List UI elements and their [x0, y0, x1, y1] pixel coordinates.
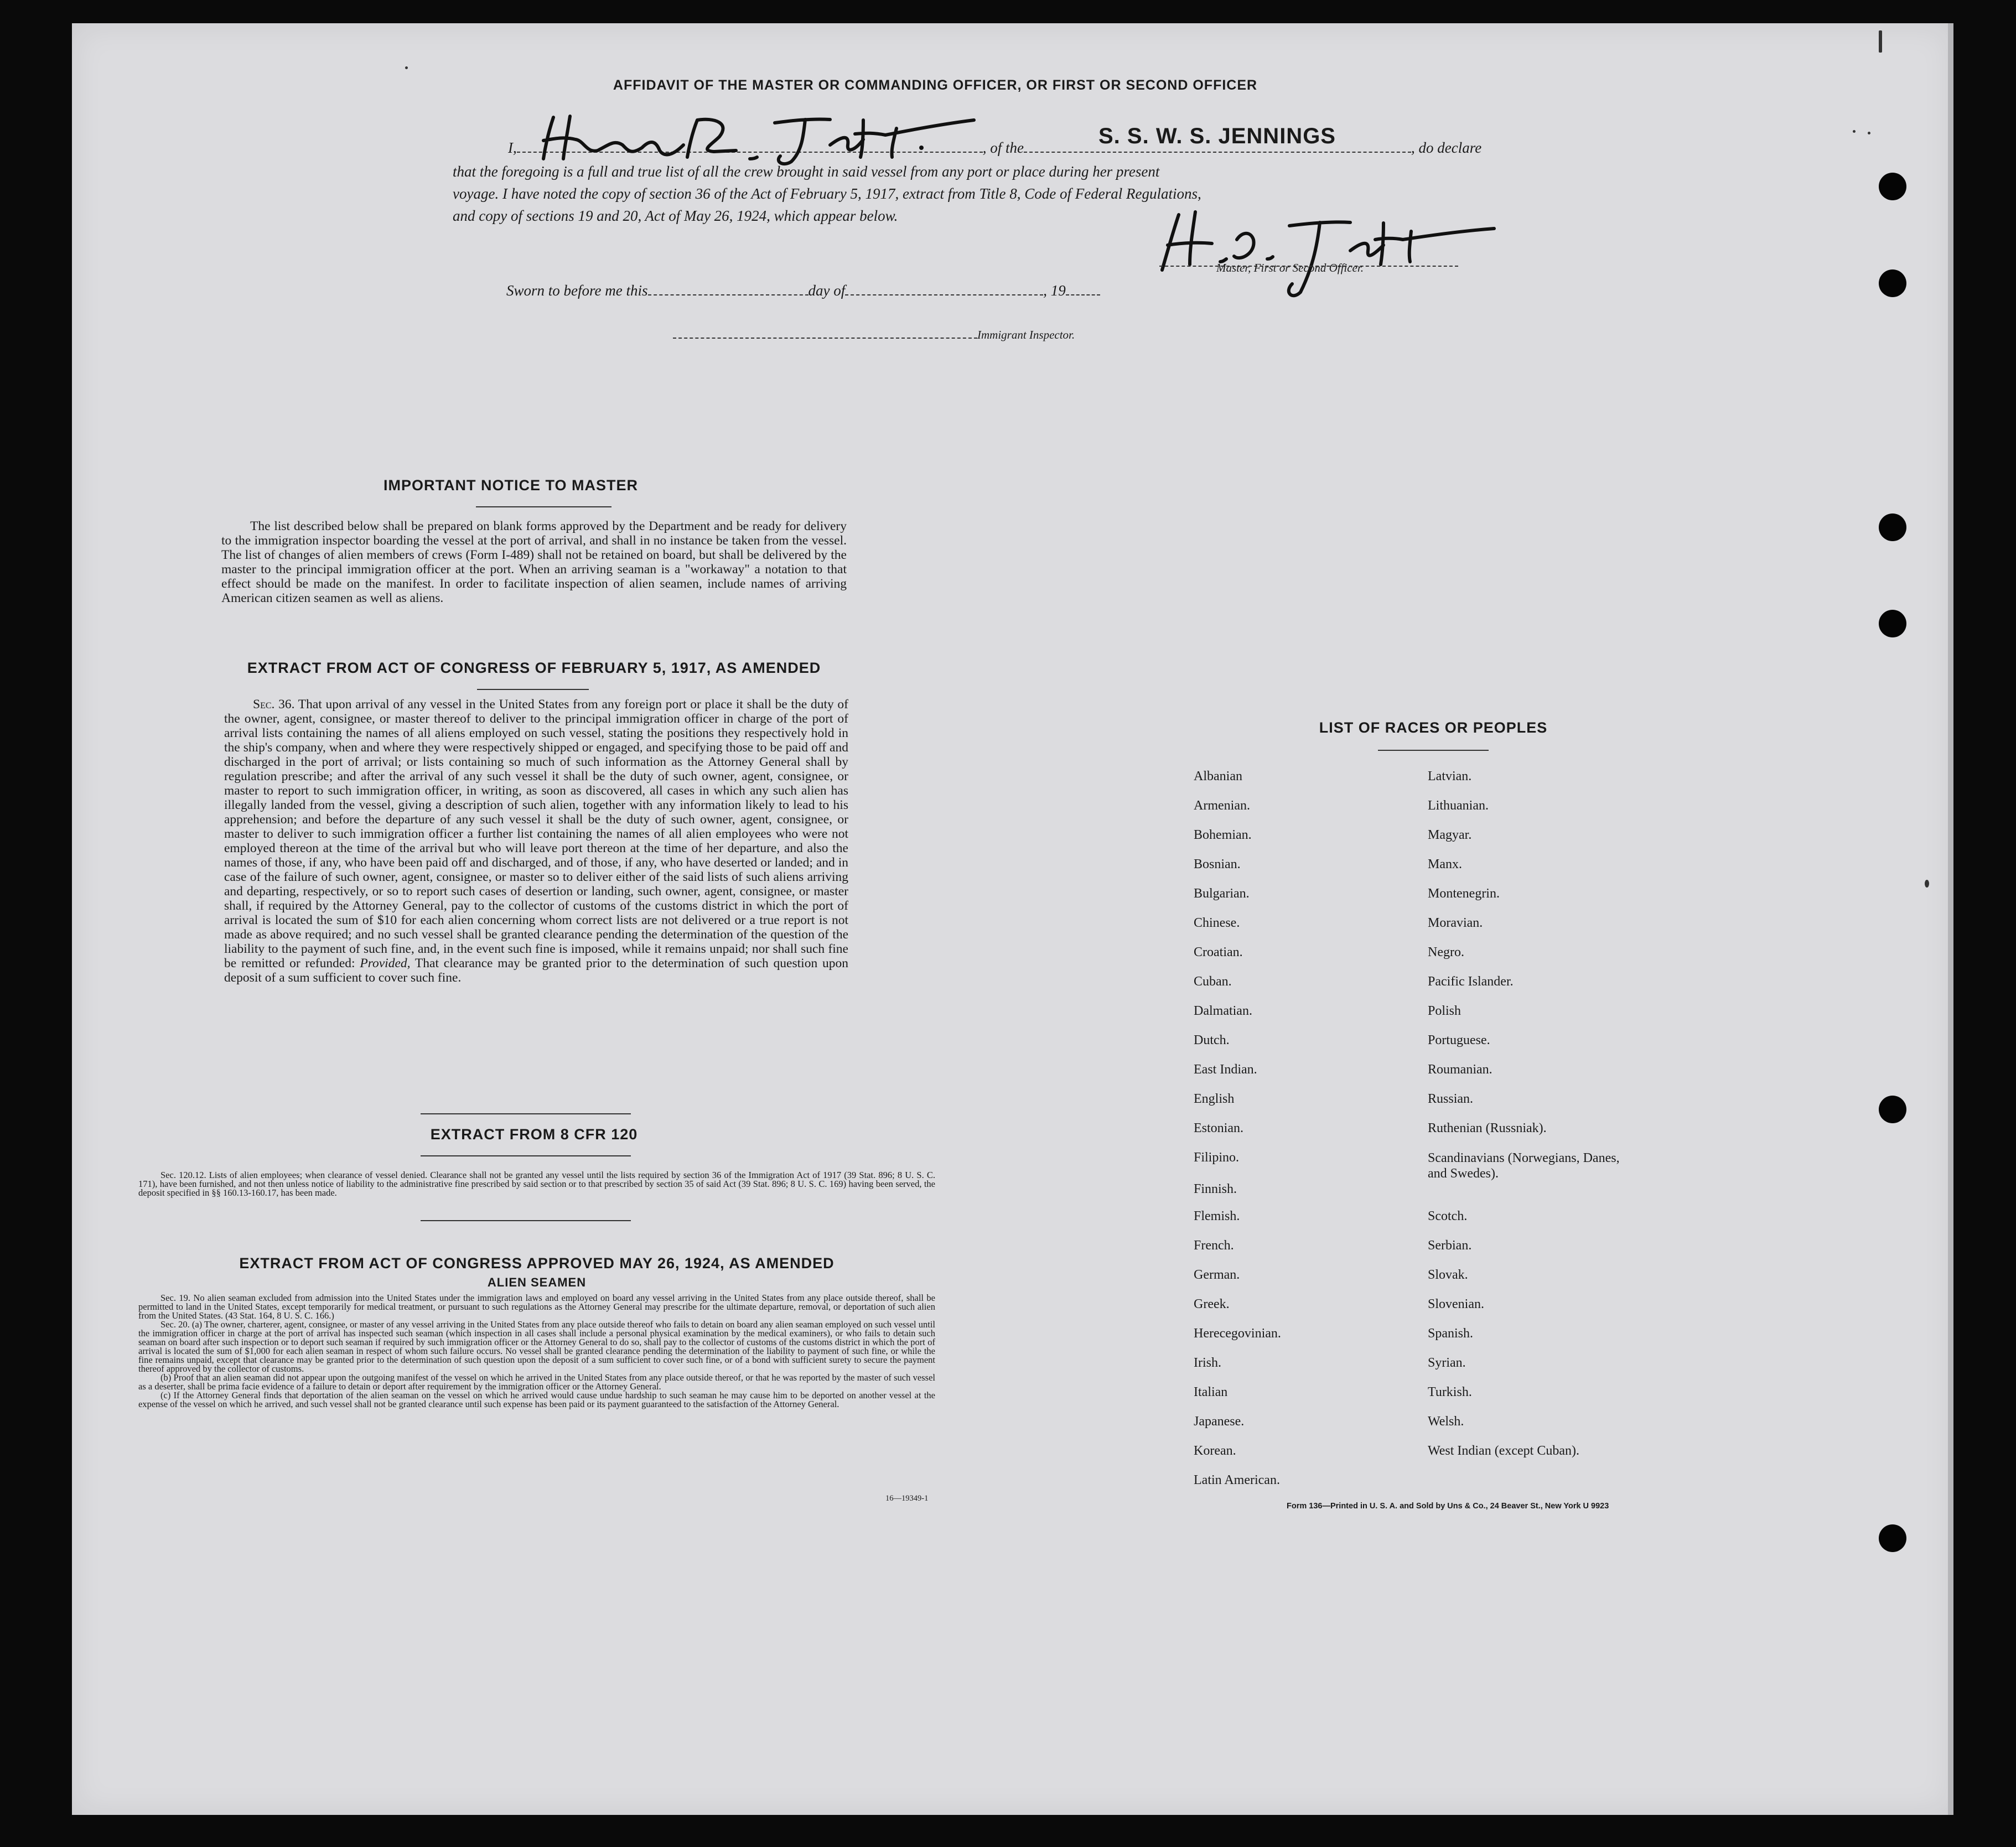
race-item: Roumanian. [1428, 1062, 1492, 1077]
officer-caption: Master, First or Second Officer. [1216, 261, 1364, 274]
act1924-sec20c: (c) If the Attorney General finds that deportation of the alien seaman on the vessel on which he arrived would cause undue hardship to such seaman he may cause him to be deported on another vessel at the expense of the vessel on which he arrived, and such vessel shall not be granted clearance until such expense has been paid or its payment guaranteed to the satisfaction of the Attorney General. [138, 1390, 935, 1409]
race-item: Portuguese. [1428, 1033, 1490, 1047]
day-of-label: day of [808, 282, 846, 299]
i-label: I, [508, 139, 517, 156]
race-item: Turkish. [1428, 1385, 1472, 1399]
race-item: Bohemian. [1194, 828, 1252, 842]
race-item: Croatian. [1194, 945, 1243, 959]
act1924-code: 16—19349-1 [885, 1494, 929, 1503]
race-item: Albanian [1194, 769, 1242, 784]
cfr-heading: EXTRACT FROM 8 CFR 120 [430, 1126, 638, 1143]
race-item: Finnish. [1194, 1182, 1237, 1196]
race-item: Italian [1194, 1385, 1228, 1399]
scan-speck [1879, 30, 1882, 53]
notice-text [221, 519, 847, 605]
declaration-line-2: voyage. I have noted the copy of section 36 of the Act of February 5, 1917, extract from Title 8, Code of Federal Regulations, [453, 185, 1201, 202]
race-item: Armenian. [1194, 798, 1250, 813]
race-item: Magyar. [1428, 828, 1472, 842]
inspector-signature-field[interactable] [673, 338, 977, 339]
notice-heading: IMPORTANT NOTICE TO MASTER [383, 477, 638, 494]
sworn-row [506, 282, 1100, 299]
do-declare-label: , do declare [1411, 139, 1482, 156]
race-item: Russian. [1428, 1092, 1474, 1106]
act1917-heading: EXTRACT FROM ACT OF CONGRESS OF FEBRUARY 5, 1917, AS AMENDED [247, 660, 821, 676]
sworn-day-field[interactable] [648, 294, 809, 295]
cfr-paragraph: Sec. 120.12. Lists of alien employees; when clearance of vessel denied. Clearance shall not be granted any vessel until the lists required by section 36 of the Immigration Act of 1917 (39 Stat. 896; 8 U. S. C. 171), have been furnished, and not then unless notice of liability to the administrative fine prescribed by said section or to that prescribed by section 35 of said Act (39 Stat. 896; 8 U. S. C. 169) having been served, the deposit specified in §§ 160.13-160.17, has been made. [138, 1170, 935, 1198]
race-item: Filipino. [1194, 1150, 1240, 1165]
vessel-name-field[interactable] [1024, 152, 1411, 153]
race-item: English [1194, 1092, 1235, 1106]
race-item: Welsh. [1428, 1414, 1464, 1429]
race-item: Dutch. [1194, 1033, 1230, 1047]
race-item: Manx. [1428, 857, 1462, 871]
act1917-section-label: Sec. 36. [253, 697, 295, 712]
act1917-text [224, 697, 848, 985]
race-item: Scotch. [1428, 1209, 1468, 1223]
races-divider [1378, 750, 1489, 751]
inspector-label: Immigrant Inspector. [977, 328, 1075, 341]
inspector-row [673, 325, 1075, 343]
act1917-end-divider [421, 1113, 631, 1114]
race-item: Bosnian. [1194, 857, 1241, 871]
act1917-paragraph [224, 697, 848, 985]
scan-speck [405, 66, 408, 69]
act1917-divider [477, 689, 589, 690]
race-item: Syrian. [1428, 1356, 1466, 1370]
race-item: East Indian. [1194, 1062, 1257, 1077]
race-item: Latvian. [1428, 769, 1472, 784]
declaration-line-3: and copy of sections 19 and 20, Act of May 26, 1924, which appear below. [453, 207, 898, 224]
year-label: , 19 [1043, 282, 1066, 299]
sworn-month-field[interactable] [845, 294, 1043, 295]
notice-divider [476, 506, 611, 507]
race-item: Moravian. [1428, 916, 1483, 930]
notice-paragraph: The list described below shall be prepared on blank forms approved by the Department and be ready for delivery to the immigration inspector boarding the vessel at the port of arrival, and shall in no instance be taken from the vessel. The list of changes of alien members of crews (Form I-489) shall not be retained on board, but shall be delivered by the master to the principal immigration officer at the port. When an arriving seaman is a "workaway" a notation to that effect should be made on the manifest. In order to facilitate inspection of alien seamen, include names of arriving American citizen seamen as well as aliens. [221, 519, 847, 605]
act1924-text [138, 1294, 935, 1409]
race-item: Slovenian. [1428, 1297, 1484, 1311]
race-item: German. [1194, 1268, 1240, 1282]
cfr-divider [421, 1155, 631, 1156]
race-item: Chinese. [1194, 916, 1240, 930]
cfr-end-divider [421, 1220, 631, 1221]
race-item: Herecegovinian. [1194, 1326, 1281, 1341]
sworn-label: Sworn to before me this [506, 282, 648, 299]
race-item: Scandinavians (Norwegians, Danes, and Swedes). [1428, 1151, 1620, 1181]
race-item: Estonian. [1194, 1121, 1243, 1135]
race-item: Korean. [1194, 1444, 1236, 1458]
race-item: Flemish. [1194, 1209, 1240, 1223]
race-item: Irish. [1194, 1356, 1221, 1370]
punch-hole [1879, 173, 1906, 200]
race-item: Cuban. [1194, 974, 1232, 989]
race-item: Greek. [1194, 1297, 1230, 1311]
cfr-text [138, 1171, 935, 1197]
form-footer: Form 136—Printed in U. S. A. and Sold by Uns & Co., 24 Beaver St., New York U 9923 [1287, 1502, 1609, 1511]
race-item: Negro. [1428, 945, 1464, 959]
race-item: Ruthenian (Russniak). [1428, 1121, 1547, 1135]
scan-speck [1853, 130, 1856, 133]
act1917-proviso-label: Provided, [360, 956, 411, 971]
race-item: Slovak. [1428, 1268, 1468, 1282]
punch-hole [1879, 610, 1906, 637]
sworn-year-field[interactable] [1066, 294, 1100, 295]
act1924-heading: EXTRACT FROM ACT OF CONGRESS APPROVED MAY 26, 1924, AS AMENDED [239, 1255, 835, 1272]
scan-speck [1925, 880, 1929, 888]
master-signature [531, 106, 985, 167]
race-item: French. [1194, 1238, 1234, 1253]
race-item: Dalmatian. [1194, 1004, 1252, 1018]
declaration-line-1: that the foregoing is a full and true list of all the crew brought in said vessel from any port or place during her present [453, 163, 1160, 180]
of-the-label: , of the [982, 139, 1024, 156]
race-item: Montenegrin. [1428, 886, 1500, 901]
act1917-body: That upon arrival of any vessel in the United States from any foreign port or place it shall be the duty of the owner, agent, consignee, or master thereof to deliver to the principal immigration officer in charge of the port of arrival lists containing the names of all aliens employed on such vessel, stating the positions they respectively hold in the ship's company, when and where they were respectively shipped or engaged, and specifying those to be paid off and discharged in the port of arrival; or lists containing so much of such information as the Attorney General shall by regulation prescribe; and after the arrival of any such vessel it shall be the duty of such owner, agent, consignee, or master to report to such immigration officer, in writing, as soon as discovered, all cases in which any such alien has illegally landed from the vessel, giving a description of such alien, together with any information likely to lead to his apprehension; and before the departure of any such vessel it shall be the duty of such owner, agent, consignee, or master to deliver to such immigration officer a further list containing the names of all alien employees who were not employed thereon at the time of the arrival but who will leave port thereon at the time of her departure, and also the names of those, if any, who have been paid off and discharged, and of those, if any, who have deserted or landed; and in case of the failure of such owner, agent, consignee, or master so to deliver either of the said lists of such aliens arriving and departing, respectively, or so to report such cases of desertion or landing, such owner, agent, consignee, or master shall, if required by the Attorney General, pay to the collector of customs of the customs district in which the port of arrival is located the sum of $10 for each alien concerning whom correct lists are not delivered or a true report is not made as above required; and no such vessel shall be granted clearance pending the determination of the question of the liability to the payment of such fine, and, in the event such fine is imposed, while it remains unpaid; nor shall such fine be remitted or refunded: [224, 697, 849, 971]
act1924-sec19: Sec. 19. No alien seaman excluded from admission into the United States under the immigration laws and employed on board any vessel arriving in the United States from any place outside thereof, shall be permitted to land in the United States, except temporarily for medical treatment, or pursuant to such regulations as the Attorney General may prescribe for the ultimate departure, removal, or deportation of such alien from the United States. (43 Stat. 164, 8 U. S. C. 166.) [138, 1293, 935, 1321]
vessel-name: S. S. W. S. JENNINGS [1098, 124, 1336, 148]
scan-speck [1868, 132, 1870, 134]
race-item: Spanish. [1428, 1326, 1474, 1341]
act1924-sec20b: (b) Proof that an alien seaman did not appear upon the outgoing manifest of the vessel on which he arrived in the United States from any place outside thereof, or that he was reported by the master of such vessel as a deserter, shall be prima facie evidence of a failure to detain or deport after requirement by the immigration officer or the Attorney General. [138, 1372, 935, 1392]
race-item: West Indian (except Cuban). [1428, 1444, 1579, 1458]
punch-hole [1879, 269, 1906, 297]
race-item: Polish [1428, 1004, 1462, 1018]
races-heading: LIST OF RACES OR PEOPLES [1319, 719, 1548, 736]
act1917-proviso-text: That clearance may be granted prior to the determination of such question upon deposit of a sum sufficient to cover such fine. [224, 956, 849, 985]
race-item: Lithuanian. [1428, 798, 1489, 813]
race-item: Serbian. [1428, 1238, 1472, 1253]
race-item: Latin American. [1194, 1473, 1280, 1487]
punch-hole [1879, 1524, 1906, 1552]
punch-hole [1879, 1096, 1906, 1123]
affidavit-heading: AFFIDAVIT OF THE MASTER OR COMMANDING OFFICER, OR FIRST OR SECOND OFFICER [613, 77, 1258, 93]
punch-hole [1879, 513, 1906, 541]
page-edge [1948, 23, 1953, 1815]
race-item: Japanese. [1194, 1414, 1245, 1429]
race-item: Bulgarian. [1194, 886, 1250, 901]
alien-seamen-subheading: ALIEN SEAMEN [487, 1275, 587, 1289]
act1924-sec20a: Sec. 20. (a) The owner, charterer, agent, consignee, or master of any vessel arriving in the United States from any place outside thereof who fails to detain on board any alien seaman employed on such vessel until the immigration officer in charge at the port of arrival has inspected such seaman (which inspection in all cases shall include a personal physical examination by the medical examiners), or who fails to detain such seaman on board after such inspection or to deport such seaman if required by such immigration officer or the Attorney General to do so, shall pay to the collector of customs of the customs district in which the port of arrival is located the sum of $1,000 for each alien seaman in respect of whom such failure occurs. No vessel shall be granted clearance pending the determination of the liability to payment of such fine, or while the fine remains unpaid, except that clearance may be granted prior to the determination of such question upon the deposit of a sum sufficient to cover such fine, or of a bond with sufficient surety to secure the payment thereof approved by the collector of customs. [138, 1319, 935, 1374]
race-item: Pacific Islander. [1428, 974, 1514, 989]
